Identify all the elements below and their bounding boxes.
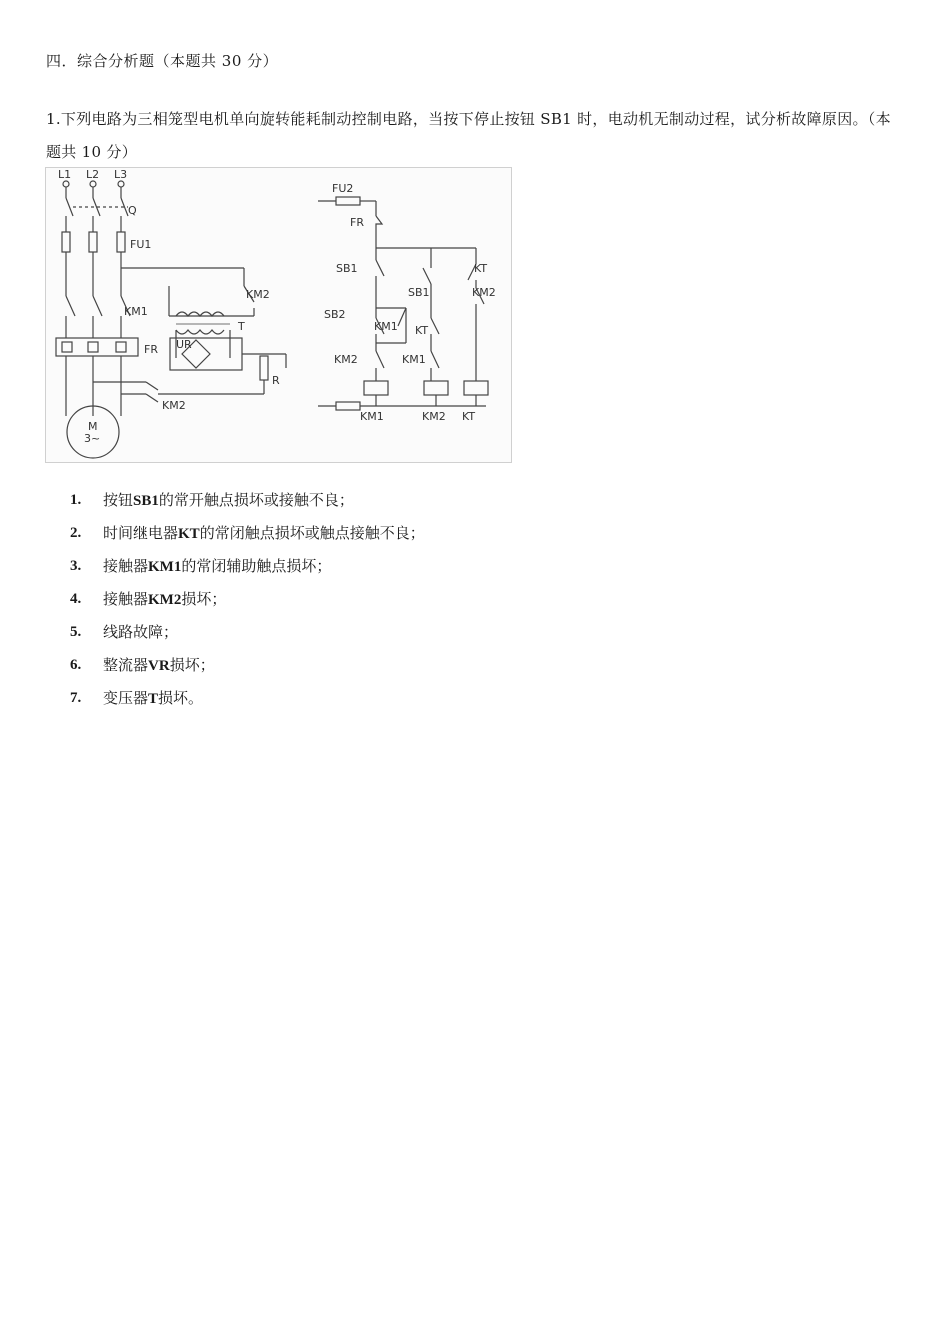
label-km2-bottom: KM2 [162,399,186,412]
answer-number: 2. [70,525,82,541]
label-km2-top: KM2 [246,288,270,301]
label-km2-ctrl: KM2 [334,353,358,366]
label-km1-ctrl: KM1 [374,320,398,333]
answer-number: 5. [70,624,82,640]
circuit-diagram [45,167,512,463]
answer-item [70,683,425,716]
answer-text: 变压器T损坏。 [103,689,204,707]
answer-item [70,551,425,584]
answer-item [70,650,425,683]
label-sb1-b: SB1 [408,286,430,299]
label-fu1: FU1 [130,238,152,251]
answer-number: 4. [70,591,82,607]
answer-text: 按钮SB1的常开触点损坏或接触不良； [103,491,354,509]
label-km1-mid: KM1 [402,353,426,366]
label-km2-right: KM2 [472,286,496,299]
label-l3: L3 [114,168,128,181]
answer-number: 7. [70,690,82,706]
question-text: 1.下列电路为三相笼型电机单向旋转能耗制动控制电路，当按下停止按钮 SB1 时，电动机无制动过程，试分析故障原因。（本题共 10 分） [46,110,891,161]
label-motor-sub: 3~ [84,432,101,445]
label-fu2: FU2 [332,182,354,195]
label-sb2: SB2 [324,308,346,321]
circuit-diagram-svg [46,168,511,462]
answer-text: 整流器VR损坏； [103,656,215,674]
label-t: T [238,320,245,333]
label-fr-ctrl: FR [350,216,364,229]
answer-list [70,485,425,716]
answer-item [70,584,425,617]
answer-text: 线路故障； [103,623,179,641]
label-r: R [272,374,280,387]
answer-number: 1. [70,492,82,508]
section-title: 四．综合分析题（本题共 30 分） [46,52,279,70]
answer-item [70,518,425,551]
answer-text: 时间继电器KT的常闭触点损坏或触点接触不良； [103,524,425,542]
label-motor: M [88,420,98,433]
label-sb1-a: SB1 [336,262,358,275]
answer-number: 6. [70,657,82,673]
label-ur: UR [176,338,192,351]
label-kt-top: KT [474,262,488,275]
answer-item [70,617,425,650]
label-l2: L2 [86,168,100,181]
label-q: Q [128,204,137,217]
label-fr-main: FR [144,343,158,356]
answer-text: 接触器KM2损坏； [103,590,227,608]
label-l1: L1 [58,168,72,181]
answer-item [70,485,425,518]
answer-number: 3. [70,558,82,574]
label-coil-km1: KM1 [360,410,384,423]
answer-text: 接触器KM1的常闭辅助触点损坏； [103,557,332,575]
label-km1-main: KM1 [124,305,148,318]
label-coil-kt: KT [462,410,476,423]
label-coil-km2: KM2 [422,410,446,423]
label-kt-mid: KT [415,324,429,337]
